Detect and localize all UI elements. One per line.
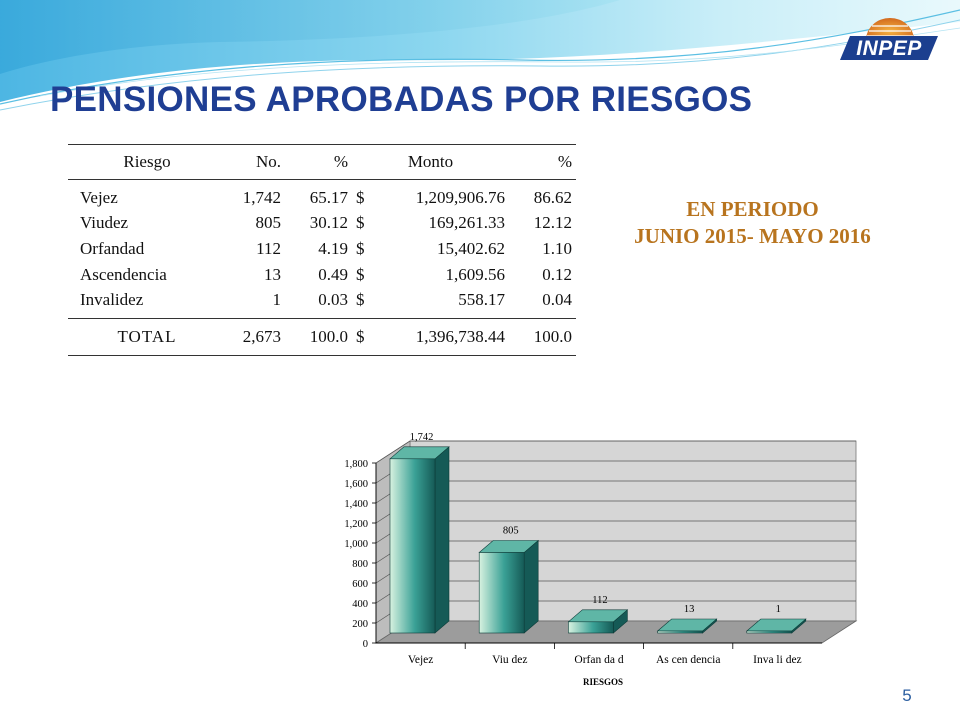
table-total-row (68, 319, 576, 356)
header-monto: Monto (407, 152, 454, 171)
x-tick-label: Inva li dez (753, 654, 802, 666)
y-tick-label: 1,000 (344, 539, 368, 550)
data-label: 1,742 (409, 431, 434, 443)
period-line-2: JUNIO 2015- MAYO 2016 (634, 224, 871, 248)
bar (568, 622, 613, 633)
cell-monto: 1,609.56 (445, 265, 505, 284)
cell-monto-pct: 12.12 (533, 213, 572, 232)
table-header-row (68, 145, 576, 180)
svg-text:INPEP: INPEP (856, 37, 922, 60)
y-tick-label: 800 (352, 559, 368, 570)
cell-pct: 30.12 (309, 213, 349, 232)
cell-currency: $ (356, 265, 365, 284)
x-axis-title: RIESGOS (582, 677, 624, 687)
data-label: 805 (502, 525, 519, 537)
cell-no: 13 (264, 265, 282, 284)
y-tick-label: 1,800 (344, 459, 368, 470)
table-row (68, 210, 576, 236)
cell-riesgo: Vejez (80, 188, 118, 207)
period-line-1: EN PERIODO (686, 197, 819, 221)
x-tick-label: Orfan da d (574, 654, 624, 666)
x-tick-label: Viu dez (492, 654, 528, 666)
cell-monto-pct: 1.10 (542, 239, 572, 258)
cell-pct: 4.19 (318, 239, 349, 258)
y-tick-label: 600 (352, 579, 368, 590)
y-tick-label: 1,400 (344, 499, 368, 510)
cell-no: 112 (256, 239, 282, 258)
cell-pct: 0.49 (318, 265, 349, 284)
bar-side (524, 541, 538, 634)
data-label: 1 (775, 604, 781, 615)
cell-monto-pct: 0.12 (542, 265, 572, 284)
chart-back-wall (410, 441, 856, 621)
table-row (68, 180, 576, 211)
cell-no: 805 (255, 213, 282, 232)
cell-no: 1,742 (242, 188, 282, 207)
y-tick-label: 1,600 (344, 479, 368, 490)
cell-currency: $ (356, 290, 365, 309)
bar (390, 459, 435, 633)
header-riesgo: Riesgo (123, 152, 171, 171)
bar (658, 631, 703, 633)
cell-monto: 1,209,906.76 (415, 188, 505, 207)
bar (479, 553, 524, 634)
data-label: 112 (592, 594, 608, 606)
slide-title: PENSIONES APROBADAS POR RIESGOS (50, 80, 753, 119)
x-tick-label: Vejez (407, 654, 434, 666)
total-currency: $ (356, 327, 365, 346)
y-tick-label: 200 (352, 619, 368, 630)
header-pct: % (333, 152, 349, 171)
total-no: 2,673 (242, 327, 282, 346)
cell-monto: 169,261.33 (428, 213, 505, 232)
cell-monto-pct: 0.04 (542, 290, 572, 309)
table-row (68, 288, 576, 319)
total-label: TOTAL (117, 327, 177, 346)
table-row (68, 262, 576, 288)
cell-no: 1 (272, 290, 282, 309)
cell-riesgo: Orfandad (80, 239, 145, 258)
total-monto: 1,396,738.44 (415, 327, 505, 346)
data-label: 13 (683, 604, 695, 615)
y-tick-label: 400 (352, 599, 368, 610)
cell-monto: 15,402.62 (436, 239, 505, 258)
table-row (68, 236, 576, 262)
y-tick-label: 0 (362, 639, 368, 650)
total-pct: 100.0 (309, 327, 349, 346)
header-monto-pct: % (557, 152, 572, 171)
cell-currency: $ (356, 188, 365, 207)
total-monto-pct: 100.0 (533, 327, 572, 346)
inpep-logo (836, 10, 942, 62)
cell-riesgo: Viudez (80, 213, 129, 232)
bar (747, 631, 792, 633)
cell-currency: $ (356, 213, 365, 232)
bar-side (435, 447, 449, 633)
chart-panel (300, 405, 882, 692)
cell-monto: 558.17 (458, 290, 505, 309)
page-number: 5 (902, 686, 912, 705)
cell-pct: 0.03 (318, 290, 349, 309)
cell-riesgo: Ascendencia (80, 265, 167, 284)
x-tick-label: As cen dencia (655, 654, 721, 666)
y-tick-label: 1,200 (344, 519, 368, 530)
cell-pct: 65.17 (309, 188, 349, 207)
period-label (600, 196, 905, 250)
cell-currency: $ (356, 239, 365, 258)
header-no: No. (255, 152, 282, 171)
cell-riesgo: Invalidez (80, 290, 144, 309)
pensions-table (68, 144, 576, 356)
cell-monto-pct: 86.62 (533, 188, 572, 207)
bar-chart (300, 405, 882, 692)
